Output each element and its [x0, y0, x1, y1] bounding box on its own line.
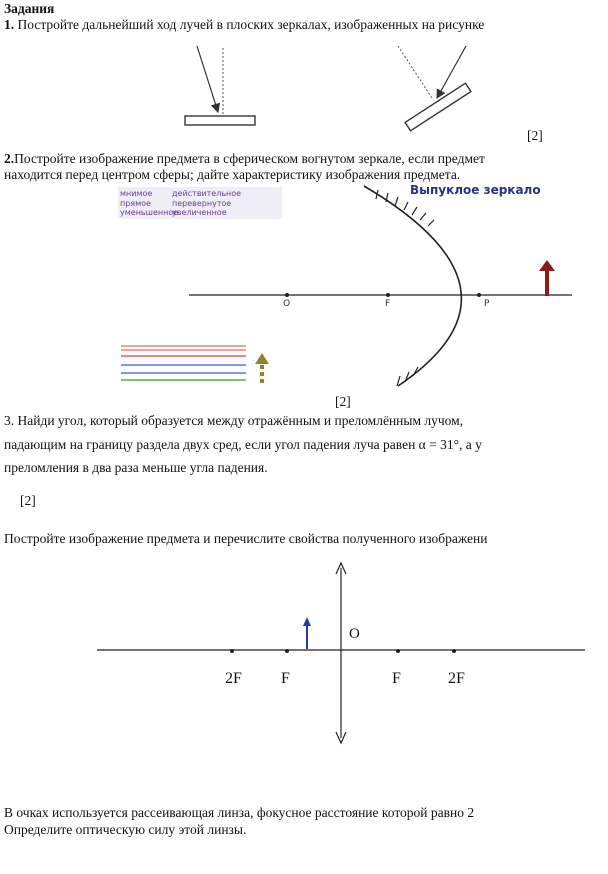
- point-label-f: F: [385, 299, 391, 309]
- task5-line2: Определите оптическую силу этой линзы.: [4, 822, 247, 837]
- axis-label-2f-left: 2F: [225, 670, 242, 687]
- task1-score: [2]: [527, 128, 543, 143]
- mirror-hatching: [376, 190, 434, 386]
- option-row-1: [120, 189, 241, 199]
- task2-line1: [4, 151, 485, 167]
- option-row-2: [120, 199, 241, 209]
- flat-mirror-tilted: [398, 46, 471, 131]
- task2-score: [2]: [335, 394, 351, 409]
- option-upright[interactable]: прямое: [120, 198, 151, 208]
- task1-statement: Постройте дальнейший ход лучей в плоских зеркалах, изображенных на рисунке: [14, 17, 485, 32]
- mirror-title: Выпуклое зеркало: [410, 183, 541, 197]
- task3-line2: падающим на границу раздела двух сред, если угол падения луча равен α = 31°, а у: [4, 437, 482, 452]
- option-reduced[interactable]: уменьшенное: [120, 208, 179, 217]
- task4-text: Постройте изображение предмета и перечислите свойства полученного изображени: [4, 531, 488, 546]
- task3-score: [2]: [20, 493, 36, 508]
- flat-mirror-horizontal: [185, 46, 255, 125]
- option-inverted[interactable]: перевернутое: [172, 198, 232, 208]
- task2-line2: находится перед центром сферы; дайте характеристику изображения предмета.: [4, 167, 461, 182]
- option-real[interactable]: действительное: [172, 189, 242, 198]
- task5-line1: В очках используется рассеивающая линза, фокусное расстояние которой равно 2: [4, 805, 475, 820]
- option-virtual[interactable]: мнимое: [120, 189, 153, 198]
- option-row-3: [120, 208, 241, 218]
- option-enlarged[interactable]: увеличенное: [172, 208, 227, 217]
- task2-number: 2.: [4, 151, 15, 166]
- point-label-p: P: [484, 299, 490, 309]
- incident-ray: [197, 46, 218, 112]
- axis-label-2f-right: 2F: [448, 670, 465, 687]
- task2-statement: Постройте изображение предмета в сферическом вогнутом зеркале, если предмет: [14, 151, 485, 166]
- lens-center-label: O: [349, 626, 360, 642]
- image-options: [120, 189, 241, 218]
- page-heading: Задания: [4, 1, 55, 16]
- axis-label-f-left: F: [281, 670, 290, 687]
- lens-diagram: [97, 563, 585, 743]
- task3-line3: преломления в два раза меньше угла падения.: [4, 460, 268, 475]
- mirror-surface: [364, 186, 461, 386]
- normal-line: [398, 46, 432, 98]
- task1-number: 1.: [4, 17, 15, 32]
- task3-line1: 3. Найди угол, который образуется между отражённым и преломлённым лучом,: [4, 413, 464, 428]
- axis-label-f-right: F: [392, 670, 401, 687]
- point-label-o: O: [283, 299, 291, 309]
